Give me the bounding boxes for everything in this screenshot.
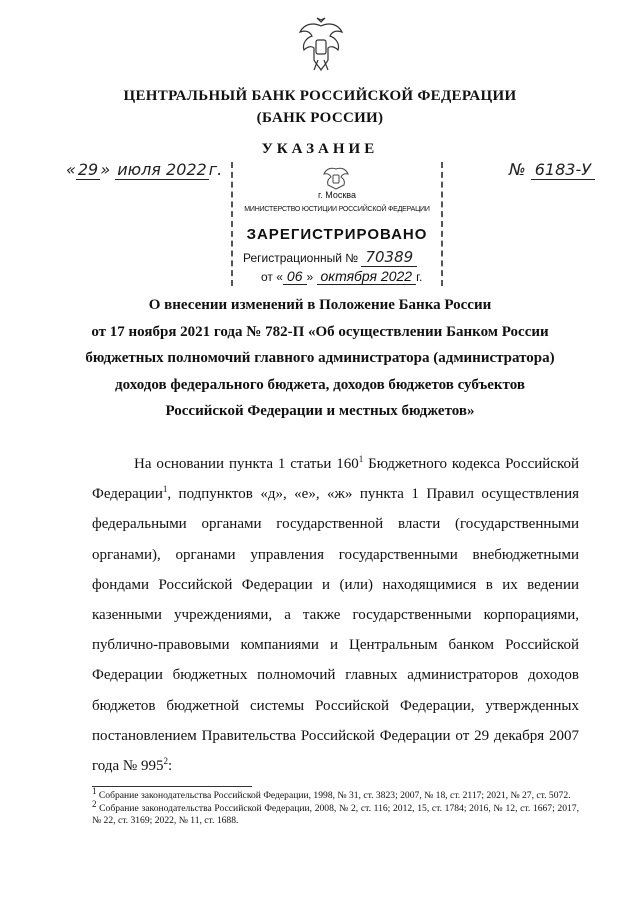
date-suffix: г. bbox=[208, 160, 223, 179]
stamp-ministry: МИНИСТЕРСТВО ЮСТИЦИИ РОССИЙСКОЙ ФЕДЕРАЦИИ bbox=[244, 206, 430, 213]
document-date: « 29 » июля 2022 г. bbox=[66, 160, 223, 179]
reg-date-label: от bbox=[261, 270, 273, 284]
footnote-text: Собрание законодательства Российской Федерации, 2008, № 2, ст. 116; 2012, 15, ст. 1784; 2016, № 12, ст. 1667; 2017, № 22, ст. 3169; 2022, № 11, ст. 1688. bbox=[92, 802, 579, 826]
reg-date-suffix: г. bbox=[416, 270, 423, 284]
footnotes bbox=[92, 785, 579, 828]
title-line: О внесении изменений в Положение Банка России bbox=[148, 297, 492, 313]
reg-number-label: Регистрационный № bbox=[243, 251, 359, 265]
body-text-end: : bbox=[167, 758, 173, 775]
stamp-reg-number bbox=[243, 248, 417, 266]
body-paragraph bbox=[92, 449, 579, 781]
footnote-ref: 2 bbox=[163, 756, 168, 767]
bank-name-heading: ЦЕНТРАЛЬНЫЙ БАНК РОССИЙСКОЙ ФЕДЕРАЦИИ bbox=[123, 88, 517, 104]
number-value: 6183-У bbox=[531, 160, 595, 180]
body-text-c: , подпунктов «д», «е», «ж» пункта 1 Правил осуществления федеральными органами государственной власти (государственными органами), органами управления государственными внебюджетными фондами Российской Федерации и (или) находящимися в их ведении казенными учреждениями, а также государственными корпорациями, публично-правовыми компаниями и Центральным банком Российской Федерации бюджетных полномочий главных администраторов доходов бюджетов бюджетной системы Российской Федерации, утвержденных постановлением Правительства Российской Федерации от 29 декабря 2007 года № 995 bbox=[92, 486, 579, 775]
title-line: бюджетных полномочий главного администратора (администратора) bbox=[85, 350, 555, 366]
date-day: 29 bbox=[77, 160, 99, 179]
footnote-1 bbox=[92, 785, 579, 803]
footnote-number: 1 bbox=[92, 785, 97, 796]
stamp-city: г. Москва bbox=[318, 190, 356, 200]
footnote-2 bbox=[92, 798, 579, 828]
title-line: Российской Федерации и местных бюджетов» bbox=[165, 403, 475, 419]
reg-number-value: 70389 bbox=[361, 248, 417, 267]
title-line: доходов федерального бюджета, доходов бюджетов субъектов bbox=[115, 376, 525, 393]
footnote-ref: 1 bbox=[358, 454, 364, 464]
document-type: УКАЗАНИЕ bbox=[261, 141, 379, 157]
stamp-reg-date: от « 06 » октября 2022 г. bbox=[261, 268, 423, 284]
bank-short-name: (БАНК РОССИИ) bbox=[256, 110, 384, 126]
registration-stamp bbox=[231, 162, 443, 286]
document-number bbox=[509, 160, 595, 179]
footnote-ref: 1 bbox=[162, 484, 168, 495]
reg-date-rest: октября 2022 bbox=[317, 268, 417, 285]
body-text-b: Бюджетного кодекса Российской Федерации bbox=[92, 456, 580, 503]
coat-of-arms-emblem bbox=[296, 16, 346, 74]
document-title bbox=[60, 292, 580, 425]
footnote-text: Собрание законодательства Российской Федерации, 1998, № 31, ст. 3823; 2007, № 18, ст. 2117; 2021, № 27, ст. 5072. bbox=[96, 790, 571, 801]
date-month-year: июля 2022 bbox=[117, 160, 207, 179]
footnote-number: 2 bbox=[92, 798, 97, 809]
stamp-registered: ЗАРЕГИСТРИРОВАНО bbox=[246, 226, 428, 243]
footnote-divider bbox=[92, 786, 252, 787]
reg-date-day: 06 bbox=[283, 268, 307, 285]
number-prefix: № bbox=[509, 160, 526, 179]
body-text-a: На основании пункта 1 статьи 160 bbox=[134, 456, 359, 472]
stamp-emblem-icon bbox=[323, 166, 349, 190]
title-line: от 17 ноября 2021 года № 782-П «Об осуществлении Банком России bbox=[91, 323, 549, 340]
